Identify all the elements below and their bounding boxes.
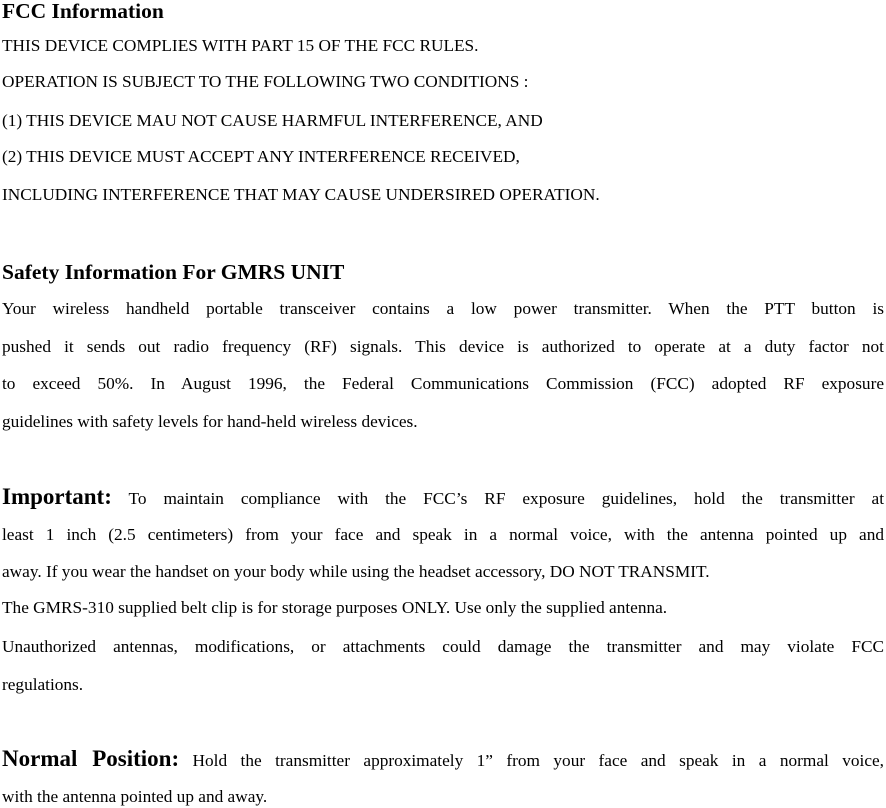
important-line-2: least 1 inch (2.5 centimeters) from your face and speak in a normal voice, with the antenna pointed up and: [2, 525, 884, 544]
fcc-heading: FCC Information: [2, 0, 164, 23]
important-label: Important:: [2, 484, 112, 509]
fcc-line-5: INCLUDING INTERFERENCE THAT MAY CAUSE UNDERSIRED OPERATION.: [2, 185, 600, 204]
important-line-5: Unauthorized antennas, modifications, or attachments could damage the transmitter and may violate FCC: [2, 637, 884, 656]
normal-label: Normal Position:: [2, 746, 180, 771]
important-line-4: The GMRS-310 supplied belt clip is for storage purposes ONLY. Use only the supplied antenna.: [2, 598, 668, 617]
fcc-line-3: (1) THIS DEVICE MAU NOT CAUSE HARMFUL INTERFERENCE, AND: [2, 111, 543, 130]
normal-line-1: [2, 748, 884, 772]
safety-heading: Safety Information For GMRS UNIT: [2, 260, 345, 284]
safety-line-2: pushed it sends out radio frequency (RF) signals. This device is authorized to operate at a duty factor not: [2, 337, 884, 356]
fcc-line-1: THIS DEVICE COMPLIES WITH PART 15 OF THE FCC RULES.: [2, 36, 479, 55]
fcc-line-4: (2) THIS DEVICE MUST ACCEPT ANY INTERFERENCE RECEIVED,: [2, 147, 520, 166]
normal-first-line: Hold the transmitter approximately 1” from your face and speak in a normal voice,: [179, 751, 884, 770]
normal-line-2: with the antenna pointed up and away.: [2, 787, 268, 806]
important-first-line: To maintain compliance with the FCC’s RF exposure guidelines, hold the transmitter at: [111, 489, 884, 508]
safety-line-3: to exceed 50%. In August 1996, the Federal Communications Commission (FCC) adopted RF exposure: [2, 374, 884, 393]
safety-line-4: guidelines with safety levels for hand-held wireless devices.: [2, 412, 418, 431]
important-line-1: [2, 486, 884, 510]
important-line-3: away. If you wear the handset on your body while using the headset accessory, DO NOT TRANSMIT.: [2, 562, 710, 581]
important-line-6: regulations.: [2, 675, 84, 694]
fcc-line-2: OPERATION IS SUBJECT TO THE FOLLOWING TWO CONDITIONS :: [2, 72, 529, 91]
safety-line-1: Your wireless handheld portable transceiver contains a low power transmitter. When the PTT button is: [2, 299, 884, 318]
